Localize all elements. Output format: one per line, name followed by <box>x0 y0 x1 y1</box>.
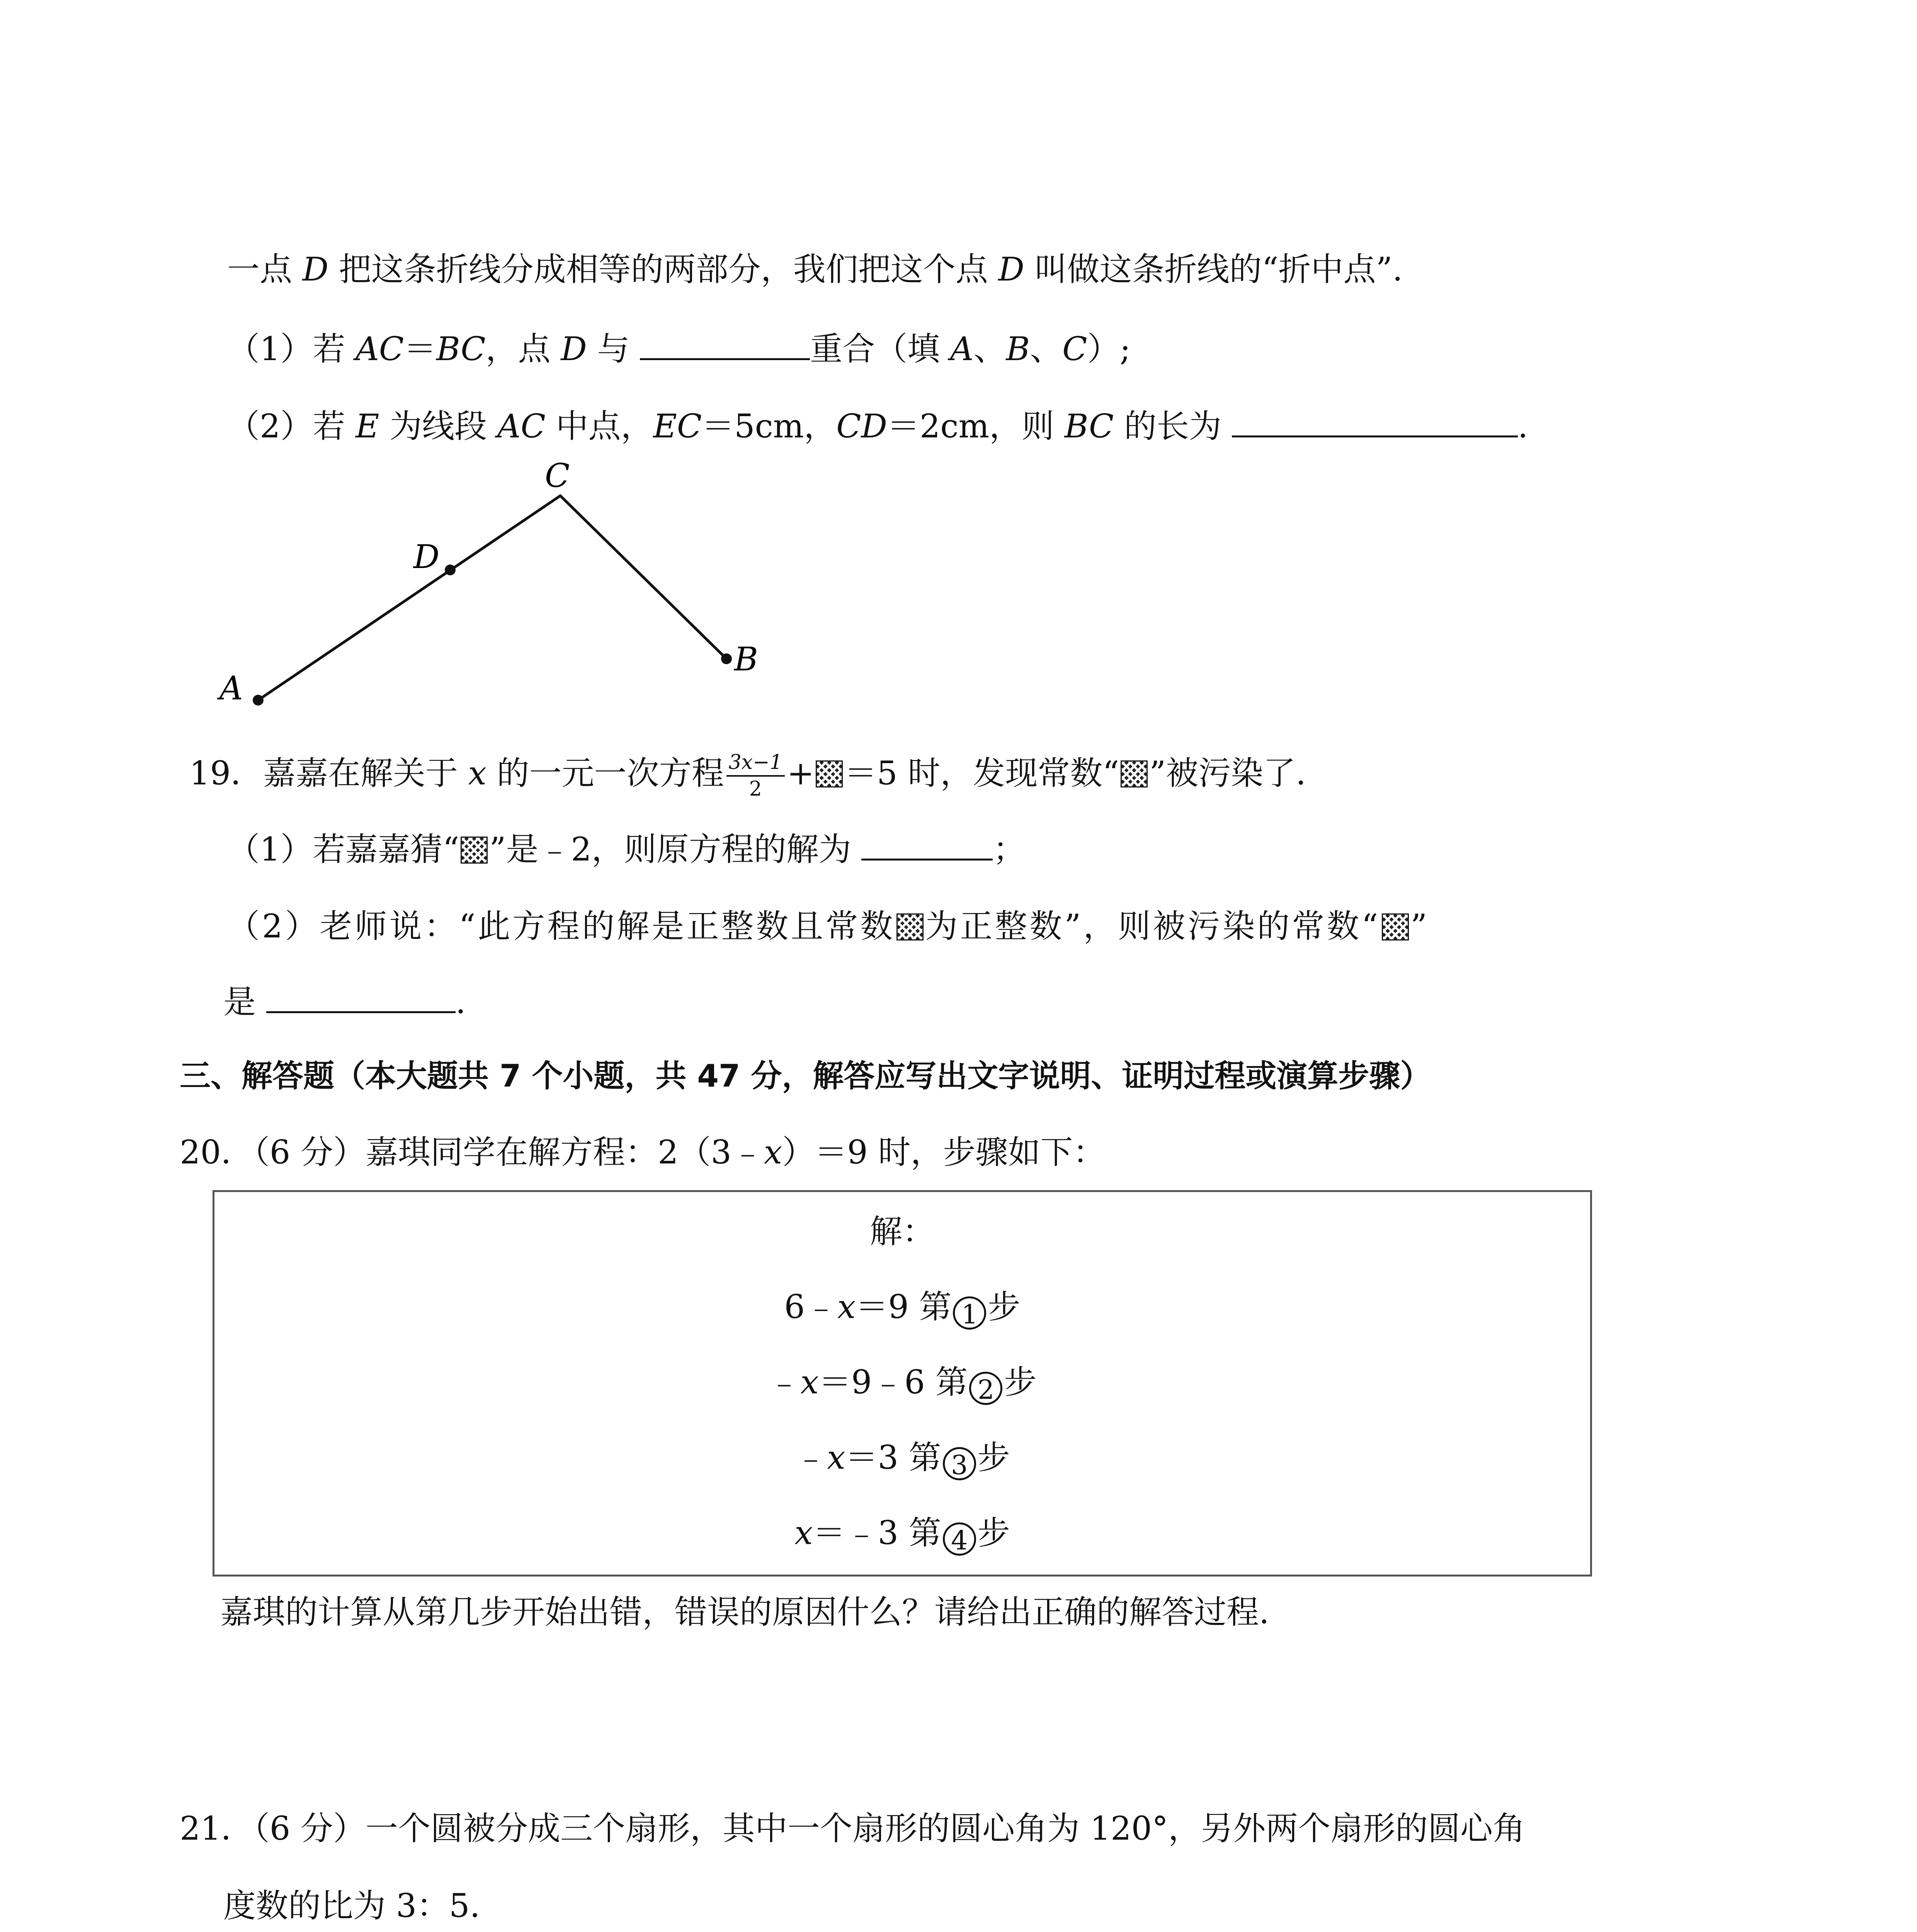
q20-question: 嘉琪的计算从第几步开始出错，错误的原因什么？请给出正确的解答过程. <box>220 1593 1269 1631</box>
circled-number-3: 3 <box>943 1447 976 1480</box>
q20-header: 20．（6 分）嘉琪同学在解方程：2（3﹣x）＝9 时，步骤如下： <box>180 1133 1106 1171</box>
ink-smudge-icon <box>816 760 843 787</box>
step-2: ﹣x＝9﹣6 第 2 步 <box>768 1363 1037 1405</box>
ink-smudge-icon <box>896 913 924 940</box>
circled-number-2: 2 <box>969 1372 1002 1405</box>
q19-part2-cont: 是 . <box>223 983 466 1021</box>
q19-part1: （1）若嘉嘉猜“ ”是﹣2，则原方程的解为 ； <box>227 830 1026 868</box>
fraction: $\frac{3x-1}{2}$ <box>726 752 785 800</box>
q18-part1: （1）若 AC＝BC，点 D 与 重合（填 A、B、C）; <box>227 330 1131 368</box>
answer-blank-q19-2[interactable] <box>266 983 456 1013</box>
step-1: 6﹣x＝9 第 1 步 <box>784 1288 1021 1330</box>
point-a <box>253 695 264 706</box>
section-3-title: 三、解答题（本大题共 7 个小题，共 47 分，解答应写出文字说明、证明过程或演算步骤） <box>180 1058 1431 1094</box>
circled-number-1: 1 <box>953 1296 986 1330</box>
label-b: B <box>734 640 758 678</box>
ink-smudge-icon <box>1382 913 1409 940</box>
q19-part2: （2）老师说：“此方程的解是正整数且常数 为正整数”，则被污染的常数“ ” <box>227 907 1430 945</box>
polyline-figure <box>0 0 1917 734</box>
solution-steps-box <box>213 1190 1592 1577</box>
ink-smudge-icon <box>1121 760 1148 787</box>
label-d: D <box>413 538 440 576</box>
circled-number-4: 4 <box>943 1522 976 1556</box>
box-title: 解： <box>869 1213 935 1250</box>
ink-smudge-icon <box>461 837 488 864</box>
q21-line1: 21．（6 分）一个圆被分成三个扇形，其中一个扇形的圆心角为 120°，另外两个扇形的圆心角 <box>180 1810 1526 1847</box>
point-b <box>721 653 732 664</box>
answer-blank-q19-1[interactable] <box>861 831 993 861</box>
q18-intro: 一点 D 把这条折线分成相等的两部分，我们把这个点 D 叫做这条折线的“折中点”. <box>227 250 1403 288</box>
label-c: C <box>545 457 570 495</box>
q19-stem: 19．嘉嘉在解关于 x 的一元一次方程 $\frac{3x-1}{2}$ + ＝5 时，发现常数“ ”被污染了. <box>189 751 1306 801</box>
label-a: A <box>219 669 243 707</box>
q18-part2: （2）若 E 为线段 AC 中点，EC＝5cm，CD＝2cm，则 BC 的长为 . <box>227 407 1528 445</box>
step-3: ﹣x＝3 第 3 步 <box>794 1439 1010 1481</box>
step-4: x＝﹣3 第 4 步 <box>794 1514 1010 1556</box>
broken-line-acb <box>258 496 726 700</box>
point-d <box>445 565 456 575</box>
q21-line2: 度数的比为 3：5. <box>223 1887 480 1925</box>
